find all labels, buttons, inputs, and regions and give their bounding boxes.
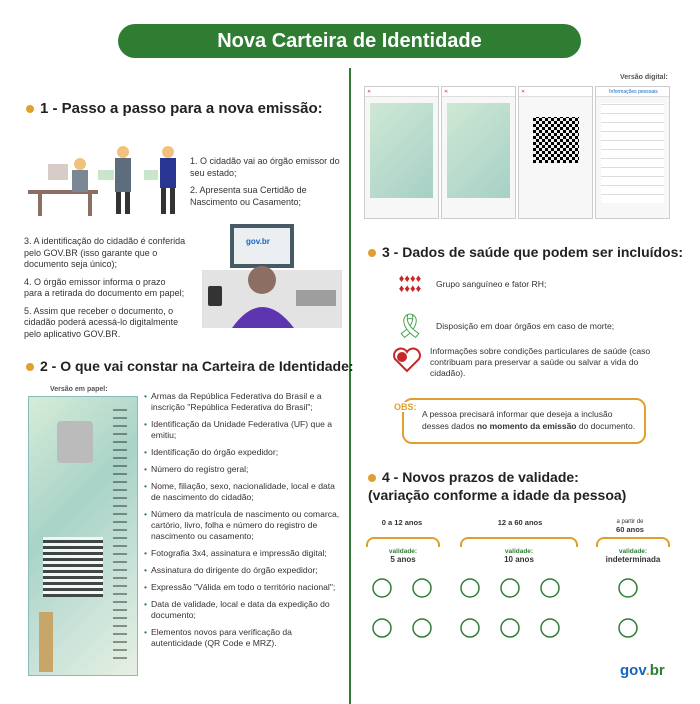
health-item-conditions: [392, 346, 672, 379]
age-range: 12 a 60 anos: [497, 518, 543, 527]
logo-br: br: [649, 662, 665, 679]
section1-steps-left: [24, 236, 186, 346]
section3-title: [368, 244, 683, 260]
photo-placeholder: [57, 421, 93, 463]
age-prefix: a partir de: [616, 519, 644, 525]
phone-screen-qr: [518, 86, 593, 219]
list-item: • Identificação da Unidade Federativa (UF) que a emitiu;: [144, 419, 344, 441]
bullet-dot: [368, 249, 376, 257]
section4-title: [368, 468, 626, 504]
validity-label: validade:: [618, 548, 648, 555]
svg-text:gov.br: gov.br: [246, 237, 270, 246]
phone-screen-info: [595, 86, 670, 219]
page-title: Nova Carteira de Identidade: [217, 30, 482, 52]
people-faces-illustration: [366, 570, 666, 650]
list-item: • Identificação do órgão expedidor;: [144, 447, 344, 458]
health-item-blood: [392, 274, 672, 294]
validity-group-2: [460, 548, 578, 564]
list-item: • Número da matrícula de nascimento ou comarca, cartório, livro, folha e número do registro de nascimento ou casamento;: [144, 509, 344, 542]
section1-title-text: 1 - Passo a passo para a nova emissão:: [40, 100, 323, 117]
health-item-organ: [392, 312, 672, 341]
age-group-1: [378, 518, 426, 527]
bullet-dot: [26, 105, 34, 113]
close-icon: ✕: [519, 87, 592, 97]
list-item: • Armas da República Federativa do Brasil e a inscrição "República Federativa do Brasil";: [144, 391, 344, 413]
digital-version-label: Versão digital:: [620, 74, 668, 81]
obs-text: [422, 408, 638, 432]
govbr-logo: [620, 662, 665, 679]
list-item: • Assinatura do dirigente do órgão expedidor;: [144, 565, 344, 576]
step-5: 5. Assim que receber o documento, o cidadão poderá acessá-lo digitalmente pelo aplicativo GOV.BR.: [24, 305, 179, 339]
qr-code: [43, 537, 103, 597]
obs-text-part: do documento.: [576, 421, 636, 431]
step-1: 1. O cidadão vai ao órgão emissor do seu estado;: [190, 156, 340, 178]
fingerprint: [39, 612, 53, 672]
page-title-banner: [118, 24, 581, 58]
bracket: [596, 537, 670, 547]
bullet-dot: [26, 363, 34, 371]
column-divider: [349, 68, 351, 704]
list-item: • Número do registro geral;: [144, 464, 344, 475]
validity-group-1: [366, 548, 440, 564]
age-group-3: [600, 516, 660, 534]
computer-user-illustration: [202, 224, 342, 328]
step-3: 3. A identificação do cidadão é conferida pelo GOV.BR (isso garante que o documento seja único);: [24, 236, 186, 269]
bracket: [460, 537, 578, 547]
obs-label: OBS:: [394, 402, 417, 412]
health-item-text: Disposição em doar órgãos em caso de morte;: [436, 321, 615, 331]
validity-label: validade:: [388, 548, 418, 555]
bracket: [366, 537, 440, 547]
obs-text-bold: no momento da emissão: [476, 421, 577, 431]
phone-screen-back: [441, 86, 516, 219]
blood-drops-icon: ♦♦♦♦ ♦♦♦♦: [398, 273, 422, 295]
age-range: 0 a 12 anos: [381, 518, 423, 527]
bullet-dot: [368, 474, 376, 482]
card-contents-list: [144, 391, 344, 655]
digital-card-back: [447, 103, 510, 198]
section1-title: [26, 100, 323, 117]
info-header: [596, 87, 669, 97]
validity-value: indeterminada: [605, 555, 661, 564]
validity-group-3: [590, 548, 676, 564]
heart-monitor-icon: [392, 347, 422, 378]
paper-id-card: [28, 396, 138, 676]
obs-text-part: A pessoa precisará informar que deseja a inclusão desses dados: [422, 409, 613, 431]
qr-code: [533, 117, 579, 163]
list-item: • Expressão "Válida em todo o território nacional";: [144, 582, 344, 593]
list-item: • Elementos novos para verificação da autenticidade (QR Code e MRZ).: [144, 627, 344, 649]
validity-value: 5 anos: [390, 555, 416, 564]
office-people-illustration: [28, 142, 188, 222]
section4-title-line1: 4 - Novos prazos de validade:: [382, 469, 579, 485]
logo-gov: gov: [620, 662, 646, 679]
phone-screen-front: [364, 86, 439, 219]
close-icon: ✕: [442, 87, 515, 97]
logo-dot: .: [645, 662, 650, 679]
section2-title-text: 2 - O que vai constar na Carteira de Identidade:: [40, 358, 354, 374]
step-4: 4. O órgão emissor informa o prazo para a retirada do documento em papel;: [24, 276, 185, 298]
section2-title: [26, 358, 354, 374]
health-item-text: Grupo sanguíneo e fator RH;: [436, 278, 547, 289]
section4-title-line2: (variação conforme a idade da pessoa): [368, 487, 627, 503]
close-icon: ✕: [365, 87, 438, 97]
obs-box: [402, 398, 646, 444]
section1-steps-right: [190, 156, 342, 214]
paper-version-label: Versão em papel:: [50, 386, 108, 393]
mrz-strip: [113, 409, 127, 659]
section3-title-text: 3 - Dados de saúde que podem ser incluídos:: [382, 244, 684, 260]
validity-value: 10 anos: [504, 555, 534, 564]
validity-label: validade:: [504, 548, 534, 555]
health-item-text: Informações sobre condições particulares de saúde (caso contribuam para preservar a saúde ou salvar a vida do cidadão).: [430, 346, 651, 378]
green-ribbon-icon: 🎗: [394, 313, 426, 340]
info-title: Informações pessoais: [609, 89, 658, 95]
list-item: • Data de validade, local e data da expedição do documento;: [144, 599, 344, 621]
digital-card-front: [370, 103, 433, 198]
info-fields: [601, 103, 664, 203]
age-range: 60 anos: [616, 525, 644, 534]
list-item: • Fotografia 3x4, assinatura e impressão digital;: [144, 548, 344, 559]
step-2: 2. Apresenta sua Certidão de Nascimento ou Casamento;: [190, 185, 307, 207]
list-item: • Nome, filiação, sexo, nacionalidade, local e data de nascimento do cidadão;: [144, 481, 344, 503]
age-group-2: [492, 518, 548, 527]
